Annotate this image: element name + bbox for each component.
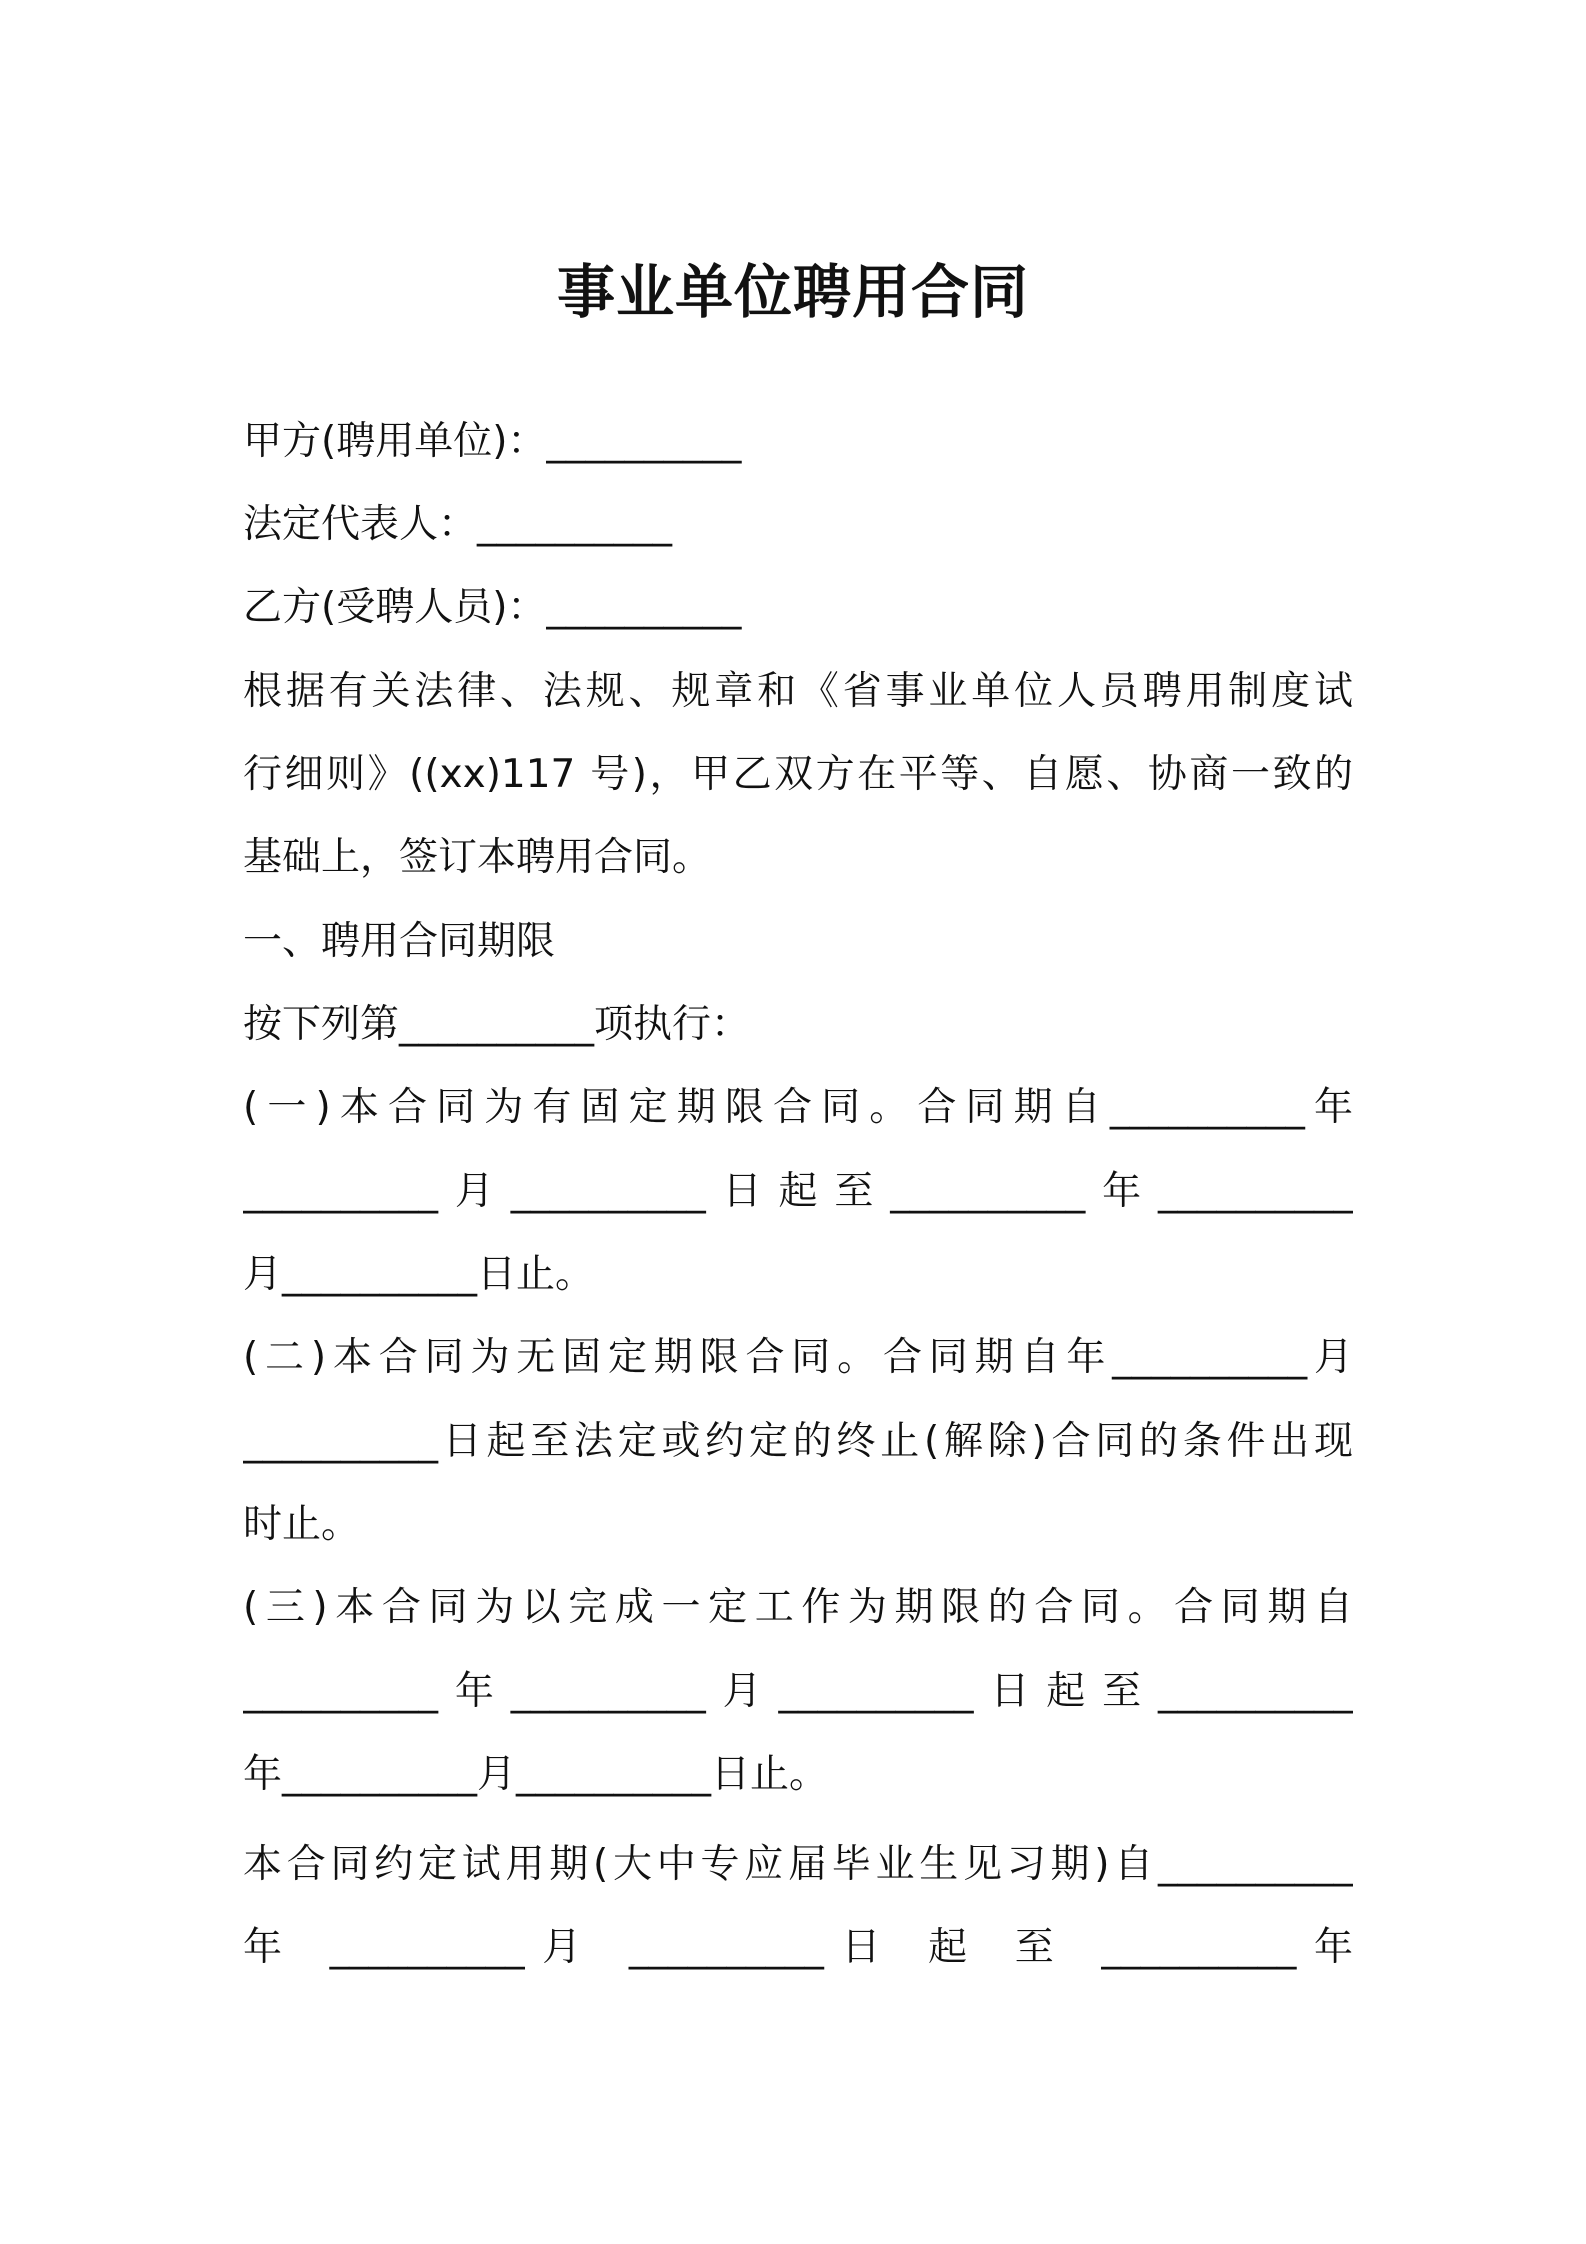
probation-line-2: 年 __________月 __________日 起 至 __________年	[243, 1925, 1353, 1970]
fixed-term-line-2: __________月__________日起至__________年__________	[243, 1169, 1353, 1214]
document-title: 事业单位聘用合同	[556, 258, 1029, 326]
preamble-line-2: 行细则》((xx)117 号)，甲乙双方在平等、自愿、协商一致的	[243, 752, 1353, 797]
open-term-line-1: (二)本合同为无固定期限合同。合同期自年__________月	[243, 1335, 1353, 1380]
section-1-heading: 一、聘用合同期限	[243, 919, 556, 964]
probation-line-1: 本合同约定试用期(大中专应届毕业生见习期)自__________	[243, 1842, 1353, 1887]
task-term-line-1: (三)本合同为以完成一定工作为期限的合同。合同期自	[243, 1585, 1353, 1630]
task-term-line-2: __________年__________月__________日起至__________	[243, 1669, 1353, 1714]
party-b-line: 乙方(受聘人员)：__________	[243, 585, 742, 630]
party-a-line: 甲方(聘用单位)：__________	[243, 419, 742, 464]
legal-representative-line: 法定代表人：__________	[243, 502, 673, 547]
open-term-line-2: __________日起至法定或约定的终止(解除)合同的条件出现	[243, 1419, 1353, 1464]
term-option-line: 按下列第__________项执行：	[243, 1002, 751, 1047]
fixed-term-line-1: (一)本合同为有固定期限合同。合同期自__________年	[243, 1085, 1353, 1130]
fixed-term-line-3: 月__________日止。	[243, 1252, 595, 1297]
open-term-line-3: 时止。	[243, 1502, 361, 1547]
task-term-line-3: 年__________月__________日止。	[243, 1752, 829, 1797]
preamble-line-1: 根据有关法律、法规、规章和《省事业单位人员聘用制度试	[243, 669, 1353, 714]
preamble-line-3: 基础上，签订本聘用合同。	[243, 835, 712, 880]
